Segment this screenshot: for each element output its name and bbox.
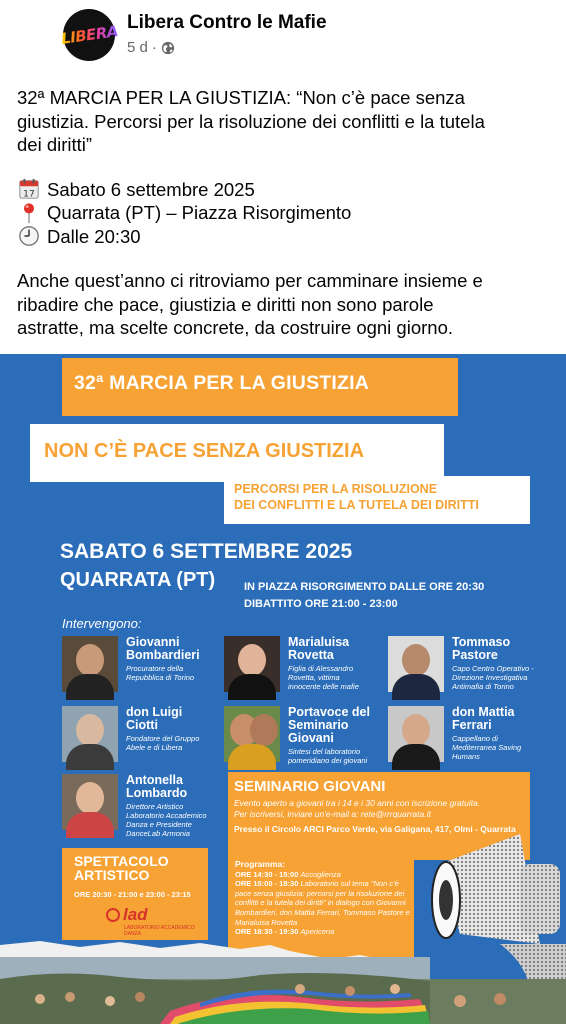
spettacolo-artistico — [62, 848, 208, 940]
programma-time: ORE 14:30 - 15:00 — [235, 869, 299, 879]
place-detail-line: DIBATTITO ORE 21:00 - 23:00 — [244, 598, 398, 610]
event-poster[interactable] — [0, 354, 566, 1024]
programma-text: Accoglienza — [300, 869, 341, 879]
clock-icon — [17, 225, 41, 247]
poster-banner-subtitle — [224, 476, 530, 524]
lad-logo — [106, 905, 208, 925]
poster-banner-slogan: NON C’È PACE SENZA GIUSTIZIA — [30, 424, 444, 482]
seminario-title: SEMINARIO GIOVANI — [234, 778, 386, 795]
seminario-desc-line: Evento aperto a giovani tra i 14 e i 30 anni con iscrizione gratuita. — [234, 798, 481, 808]
speaker-card — [62, 706, 226, 762]
speaker-card — [224, 636, 388, 692]
subtitle-line: DEI CONFLITTI E LA TUTELA DEI DIRITTI — [234, 498, 479, 512]
speaker-role: Procuratore della Repubblica di Torino — [126, 664, 195, 682]
globe-icon[interactable] — [161, 41, 175, 55]
programma-time: ORE 15:00 - 18:30 — [235, 879, 299, 889]
post-title — [17, 86, 547, 157]
post-body-line: ribadire che pace, giustizia e diritti non sono parole — [17, 293, 434, 315]
speaker-photo — [62, 636, 118, 692]
post-header — [0, 0, 566, 70]
spettacolo-title-line: SPETTACOLO — [74, 853, 169, 869]
post-meta — [127, 39, 175, 56]
meta-separator: · — [151, 39, 157, 56]
spettacolo-title-line: ARTISTICO — [74, 867, 150, 883]
speaker-card — [62, 636, 226, 692]
post-body-line: astratte, ma scelte concrete, da costruire ogni giorno. — [17, 317, 453, 338]
info-place-text: Quarrata (PT) – Piazza Risorgimento — [47, 202, 352, 223]
post-time[interactable]: 5 d — [127, 39, 148, 56]
event-info — [17, 178, 547, 249]
programma-row — [235, 927, 414, 937]
page-avatar[interactable] — [59, 9, 119, 61]
poster-date: SABATO 6 SETTEMBRE 2025 — [60, 540, 353, 563]
speaker-photo — [224, 636, 280, 692]
poster-place-detail — [244, 579, 484, 613]
march-crowd-image — [0, 939, 566, 1024]
speakers-heading: Intervengono: — [62, 616, 142, 631]
post-text — [17, 86, 547, 340]
pin-icon — [17, 202, 41, 224]
seminario-desc — [234, 798, 530, 820]
page-name[interactable]: Libera Contro le Mafie — [127, 12, 327, 33]
lad-logo-icon — [106, 908, 120, 922]
programma-row — [235, 870, 414, 880]
info-date-text: Sabato 6 settembre 2025 — [47, 178, 255, 200]
seminario-place: Presso il Circolo ARCI Parco Verde, via Galigana, 417, Olmi - Quarrata — [234, 824, 516, 834]
speaker-name: Antonella Lombardo — [126, 773, 188, 800]
speaker-photo — [62, 706, 118, 762]
speaker-photo — [62, 774, 118, 830]
place-detail-line: IN PIAZZA RISORGIMENTO DALLE ORE 20:30 — [244, 581, 485, 593]
speaker-name: Portavoce del Seminario Giovani — [288, 705, 370, 745]
speaker-name: don Luigi Ciotti — [126, 705, 183, 732]
post-title-line: 32ª MARCIA PER LA GIUSTIZIA: “Non c’è pace senza — [17, 87, 465, 108]
poster-banner-title: 32ª MARCIA PER LA GIUSTIZIA — [62, 358, 458, 416]
programma-text: Laboratorio sul tema "Non c'è pace senza giustizia: percorsi per la risoluzione dei conflitti e la tutela dei diritti" in dialogo con Giovanni Bombardieri, don Mattia Ferrari, Tommaso Pastore e Marialuisa Rovetta — [235, 879, 410, 927]
info-date — [17, 178, 547, 202]
spettacolo-title — [74, 854, 208, 882]
avatar-logo-text: LIBERA — [59, 22, 119, 48]
speaker-role: Figlia di Alessandro Rovetta, vittima innocente delle mafie — [288, 664, 359, 691]
info-time — [17, 225, 547, 249]
spettacolo-time: ORE 20:30 - 21:00 e 23:00 - 23:15 — [74, 890, 191, 899]
speaker-role: Sintesi del laboratorio pomeridiano dei giovani — [288, 747, 368, 765]
speaker-card — [224, 706, 388, 765]
speaker-card — [388, 636, 564, 692]
speaker-role: Direttore Artistico Laboratorio Accademico Danza e Presidente DanceLab Armonia — [126, 802, 207, 838]
speaker-name: Marialuisa Rovetta — [288, 635, 350, 662]
speaker-card — [62, 774, 226, 838]
speaker-card — [388, 706, 564, 762]
calendar-icon — [17, 178, 41, 200]
programma-text: Apericena — [300, 927, 335, 937]
poster-place: QUARRATA (PT) — [60, 569, 216, 591]
speaker-role: Capo Centro Operativo - Direzione Investigativa Antimafia di Torino — [452, 664, 534, 691]
speaker-photo — [388, 636, 444, 692]
speaker-photo — [224, 706, 280, 762]
speaker-name: Giovanni Bombardieri — [126, 635, 200, 662]
post-body — [17, 269, 547, 340]
info-time-text: Dalle 20:30 — [47, 225, 141, 247]
speaker-name: Tommaso Pastore — [452, 635, 511, 662]
programma-row — [235, 879, 414, 927]
svg-text:17: 17 — [23, 188, 35, 200]
seminario-desc-line: Per iscriversi, inviare un'e-mail a: rete@rrrquarrata.it — [234, 809, 431, 819]
post-title-line: dei diritti” — [17, 134, 93, 155]
speaker-role: Fondatore del Gruppo Abele e di Libera — [126, 734, 200, 752]
info-place — [17, 201, 547, 225]
speaker-role: Cappellano di Mediterranea Saving Humans — [452, 734, 522, 761]
post-body-line: Anche quest’anno ci ritroviamo per camminare insieme e — [17, 270, 483, 291]
lad-logo-text: lad — [123, 905, 148, 924]
subtitle-line: PERCORSI PER LA RISOLUZIONE — [234, 482, 438, 496]
programma-title: Programma: — [235, 859, 286, 869]
speaker-name: don Mattia Ferrari — [452, 705, 515, 732]
lad-logo-subtext: LABORATORIO ACCADEMICO DANZA — [124, 925, 195, 937]
speaker-photo — [388, 706, 444, 762]
programma-time: ORE 18:30 - 19:30 — [235, 927, 299, 937]
post-title-line: giustizia. Percorsi per la risoluzione dei conflitti e la tutela — [17, 110, 485, 132]
